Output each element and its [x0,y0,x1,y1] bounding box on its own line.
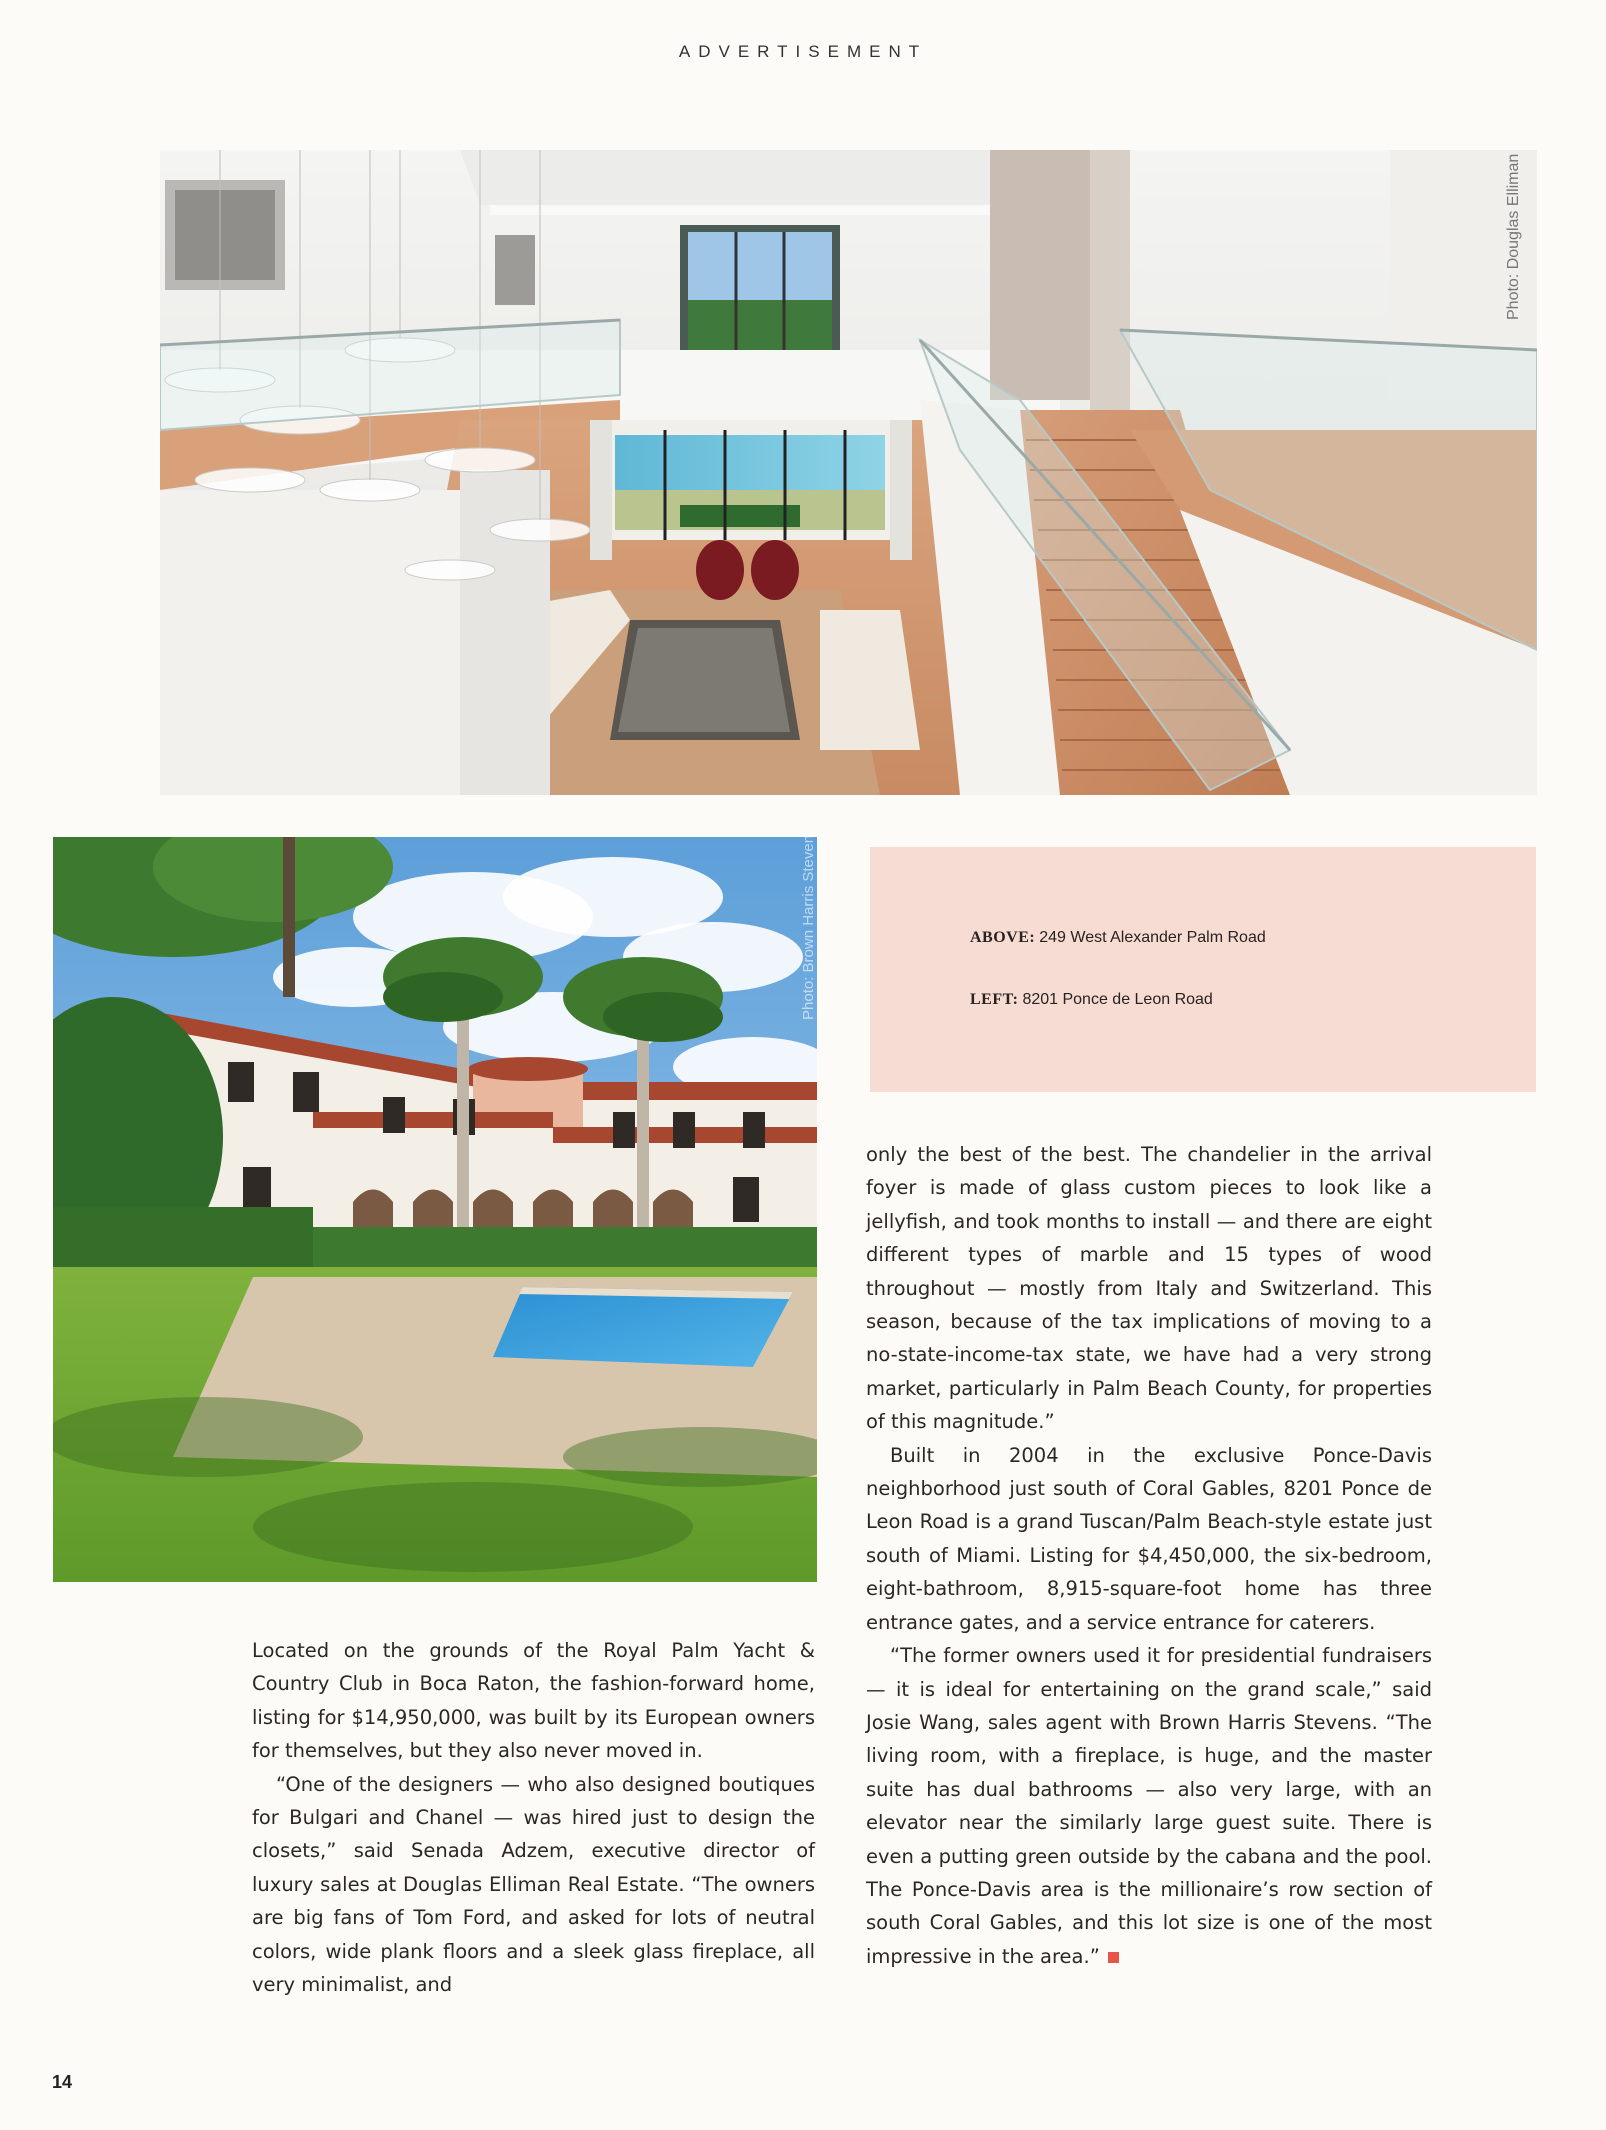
end-mark-icon [1108,1952,1119,1963]
article-left-column [252,1634,815,2001]
caption-above [970,929,1266,947]
caption-left-text: 8201 Ponce de Leon Road [1022,991,1213,1008]
article-paragraph: Located on the grounds of the Royal Palm Yacht & Country Club in Boca Raton, the fashion-forward home, listing for $14,950,000, was built by its European owners for themselves, but they also never moved in. [252,1639,815,1763]
caption-left [970,991,1213,1009]
exterior-photo-drawing [53,837,817,1582]
advertisement-label: ADVERTISEMENT [678,42,928,61]
photo-caption-box [870,847,1536,1092]
exterior-photo-credit: Photo: Brown Harris Stevens [800,827,817,1020]
caption-left-label: LEFT: [970,991,1019,1008]
article-paragraph-text: “The former owners used it for presidential fundraisers — it is ideal for entertaining on the grand scale,” said Josie Wang, sales agent with Brown Harris Stevens. “The living room, with a fireplace, is huge, and the master suite has dual bathrooms — also very large, with an elevator near the similarly large guest suite. There is even a putting green outside by the cabana and the pool. The Ponce-Davis area is the millionaire’s row section of south Coral Gables, and this lot size is one of the most impressive in the area.” [866,1644,1432,1968]
article-paragraph: only the best of the best. The chandelier in the arrival foyer is made of glass custom pieces to look like a jellyfish, and took months to install — and there are eight different types of marble and 15 types of wood throughout — mostly from Italy and Switzerland. This season, because of the tax implications of moving to a no-state-income-tax state, we have had a very strong market, particularly in Palm Beach County, for properties of this magnitude.” [866,1143,1432,1434]
article-paragraph: “One of the designers — who also designed boutiques for Bulgari and Chanel — was hired just to design the closets,” said Senada Adzem, executive director of luxury sales at Douglas Elliman Real Estate. “The owners are big fans of Tom Ford, and asked for lots of neutral colors, wide plank floors and a sleek glass fireplace, all very minimalist, and [252,1772,815,1997]
caption-above-text: 249 West Alexander Palm Road [1039,929,1266,946]
caption-above-label: ABOVE: [970,929,1036,946]
article-paragraph-last [866,1639,1432,1973]
page-number: 14 [52,2072,73,2092]
exterior-photo [53,837,817,1582]
article-right-column [866,1138,1432,1973]
interior-photo [160,150,1537,795]
interior-photo-credit: Photo: Douglas Elliman [1505,153,1522,320]
interior-photo-drawing [160,150,1537,795]
article-paragraph: Built in 2004 in the exclusive Ponce-Davis neighborhood just south of Coral Gables, 8201 Ponce de Leon Road is a grand Tuscan/Palm Beach-style estate just south of Miami. Listing for $4,450,000, the six-bedroom, eight-bathroom, 8,915-square-foot home has three entrance gates, and a service entrance for caterers. [866,1443,1432,1634]
